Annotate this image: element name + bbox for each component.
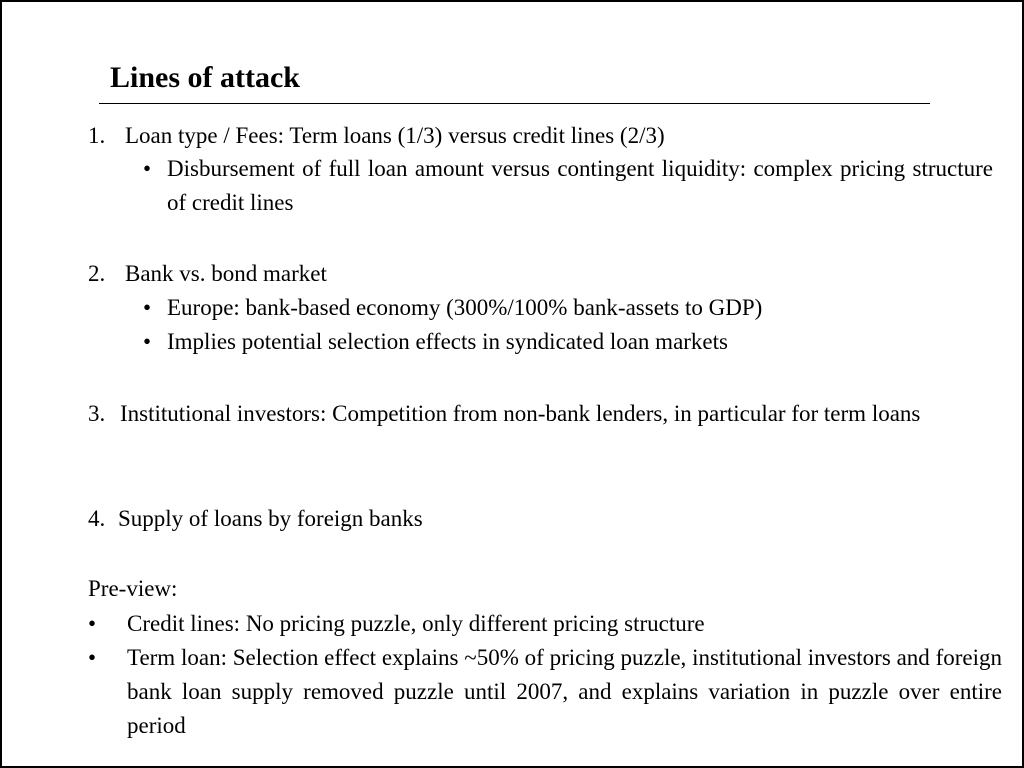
title-divider <box>99 103 930 104</box>
item-2-bullet-1-marker: • <box>143 295 152 320</box>
item-4-number: 4. <box>88 506 106 531</box>
item-2-bullet-2: Implies potential selection effects in syndicated loan markets <box>167 329 728 354</box>
item-1-number: 1. <box>88 123 106 148</box>
item-2-bullet-1: Europe: bank-based economy (300%/100% bank-assets to GDP) <box>167 295 763 320</box>
item-2-text: Bank vs. bond market <box>125 261 327 286</box>
item-1-text: Loan type / Fees: Term loans (1/3) versus credit lines (2/3) <box>125 123 665 148</box>
item-2-number: 2. <box>88 261 106 286</box>
slide-title: Lines of attack <box>110 61 300 94</box>
item-3-number: 3. <box>88 401 106 426</box>
item-1-bullet-1-marker: • <box>143 156 152 181</box>
preview-bullet-1-marker: • <box>88 611 97 636</box>
preview-bullet-2: Term loan: Selection effect explains ~50% of pricing puzzle, institutional investors and foreign bank loan supply removed puzzle until 2007, and explains variation in puzzle over entire period <box>127 645 1002 738</box>
preview-bullet-1: Credit lines: No pricing puzzle, only different pricing structure <box>127 611 705 636</box>
preview-bullet-2-marker: • <box>88 645 97 670</box>
item-2-bullet-2-marker: • <box>143 329 152 354</box>
preview-heading: Pre-view: <box>88 576 178 601</box>
item-3-text: Institutional investors: Competition from non-bank lenders, in particular for term loans <box>120 401 921 426</box>
item-4-text: Supply of loans by foreign banks <box>118 506 423 531</box>
item-1-bullet-1: Disbursement of full loan amount versus contingent liquidity: complex pricing structure of credit lines <box>167 156 993 215</box>
